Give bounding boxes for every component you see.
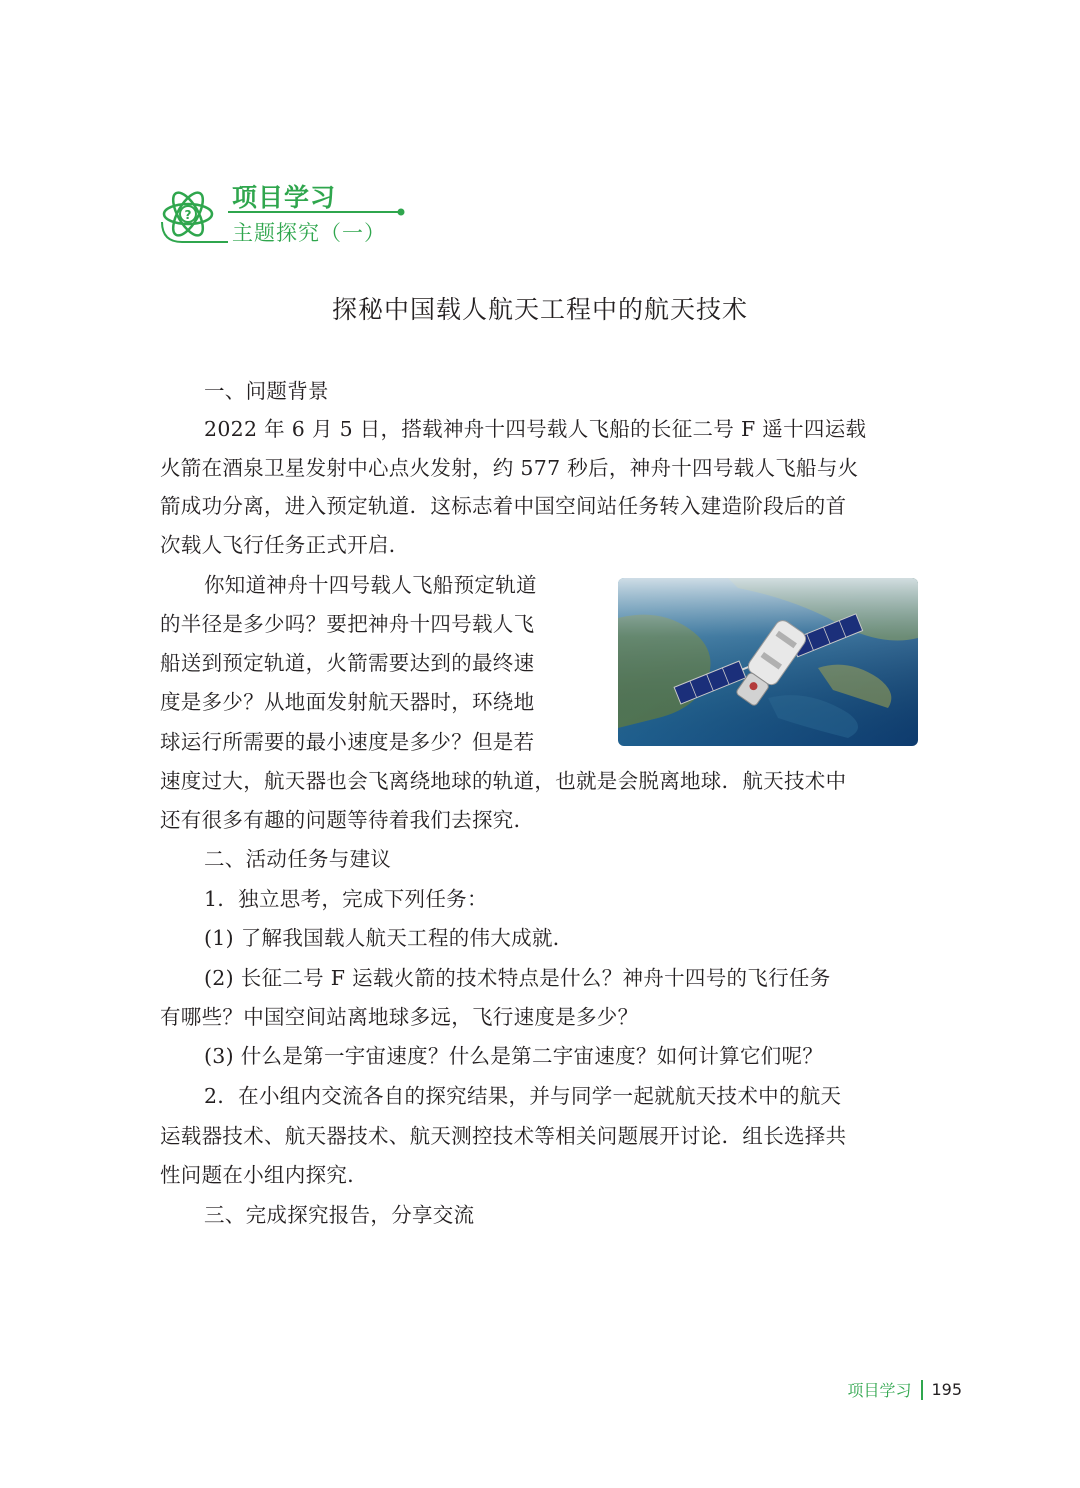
- space-station-over-earth-image: [618, 578, 918, 746]
- article-title: 探秘中国载人航天工程中的航天技术: [331, 295, 748, 324]
- footer-divider: [921, 1380, 923, 1400]
- paragraph-line: 船送到预定轨道，火箭需要达到的最终速: [160, 651, 535, 675]
- paragraph-line: 箭成功分离，进入预定轨道．这标志着中国空间站任务转入建造阶段后的首: [160, 494, 847, 518]
- heading-tasks: 二、活动任务与建议: [204, 847, 392, 871]
- paragraph-line: 2022 年 6 月 5 日，搭载神舟十四号载人飞船的长征二号 F 遥十四运载: [204, 417, 867, 441]
- list-item: 1．独立思考，完成下列任务：: [204, 887, 488, 911]
- section-header: [158, 176, 418, 246]
- paragraph-line: 还有很多有趣的问题等待着我们去探究．: [160, 808, 535, 832]
- paragraph-line: 速度过大，航天器也会飞离绕地球的轨道，也就是会脱离地球．航天技术中: [160, 769, 847, 793]
- page-footer: [847, 1378, 962, 1401]
- list-item: (1) 了解我国载人航天工程的伟大成就．: [204, 926, 574, 950]
- heading-background: 一、问题背景: [204, 379, 329, 403]
- atom-question-icon: [158, 180, 222, 244]
- list-item: (3) 什么是第一宇宙速度？什么是第二宇宙速度？如何计算它们呢？: [204, 1044, 824, 1068]
- paragraph-line: 次载人飞行任务正式开启．: [160, 533, 410, 557]
- heading-report: 三、完成探究报告，分享交流: [204, 1203, 475, 1227]
- paragraph-line: 的半径是多少吗？要把神舟十四号载人飞: [160, 612, 535, 636]
- list-item: 2．在小组内交流各自的探究结果，并与同学一起就航天技术中的航天: [204, 1084, 842, 1108]
- list-item: (2) 长征二号 F 运载火箭的技术特点是什么？神舟十四号的飞行任务: [204, 966, 831, 990]
- paragraph-line: 性问题在小组内探究．: [160, 1163, 368, 1187]
- header-title: 项目学习: [232, 183, 337, 212]
- header-subtitle: 主题探究（一）: [232, 221, 386, 245]
- paragraph-line: 运载器技术、航天器技术、航天测控技术等相关问题展开讨论．组长选择共: [160, 1124, 847, 1148]
- page-number: 195: [931, 1380, 962, 1399]
- paragraph-line: 度是多少？从地面发射航天器时，环绕地: [160, 690, 535, 714]
- paragraph-line: 你知道神舟十四号载人飞船预定轨道: [204, 573, 537, 597]
- paragraph-line: 有哪些？中国空间站离地球多远，飞行速度是多少？: [160, 1005, 639, 1029]
- footer-label: 项目学习: [847, 1381, 912, 1400]
- svg-text:?: ?: [184, 208, 192, 222]
- paragraph-line: 火箭在酒泉卫星发射中心点火发射，约 577 秒后，神舟十四号载人飞船与火: [160, 456, 859, 480]
- paragraph-line: 球运行所需要的最小速度是多少？但是若: [160, 730, 535, 754]
